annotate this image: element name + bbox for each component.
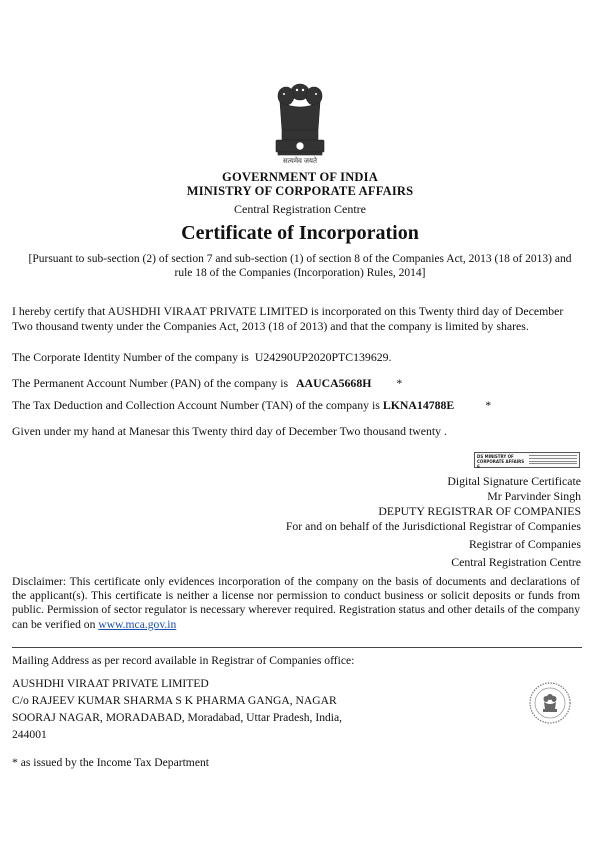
footnote-asterisk: *	[12, 756, 18, 769]
tan-asterisk: *	[485, 398, 492, 412]
signatory-centre: Central Registration Centre	[451, 555, 581, 569]
pan-label: The Permanent Account Number (PAN) of the company is	[12, 376, 289, 390]
given-statement: Given under my hand at Manesar this Twenty third day of December Two thousand twenty .	[12, 424, 447, 438]
mca-seal-icon	[528, 681, 572, 725]
signatory-designation: DEPUTY REGISTRAR OF COMPANIES	[378, 504, 581, 518]
pan-row	[12, 376, 590, 391]
mca-website-link[interactable]: www.mca.gov.in	[98, 617, 177, 631]
certify-paragraph	[12, 304, 590, 334]
signature-stamp-lines	[529, 455, 577, 466]
pursuant-line-1: [Pursuant to sub-section (2) of section 7 and sub-section (1) of section 8 of the Companies Act, 2013 (18 of 2013) and	[28, 253, 572, 265]
mailing-line-1: AUSHDHI VIRAAT PRIVATE LIMITED	[12, 677, 209, 690]
mailing-line-4: 244001	[12, 728, 47, 741]
signatory-behalf: For and on behalf of the Jurisdictional Registrar of Companies	[285, 519, 581, 533]
emblem-motto: सत्यमेव जयते	[283, 157, 317, 165]
government-heading: GOVERNMENT OF INDIA	[222, 170, 378, 184]
mailing-line-3: SOORAJ NAGAR, MORADABAD, Moradabad, Uttar Pradesh, India,	[12, 711, 343, 724]
certificate-title: Certificate of Incorporation	[181, 222, 419, 244]
mailing-heading-text: Mailing Address as per record available in Registrar of Companies office:	[12, 654, 355, 667]
signatory-registrar: Registrar of Companies	[468, 537, 581, 551]
footnote-text: as issued by the Income Tax Department	[20, 756, 209, 769]
signatory-name: Mr Parvinder Singh	[487, 489, 581, 503]
certify-line-2: Two thousand twenty under the Companies Act, 2013 (18 of 2013) and that the company is limited by shares.	[12, 319, 529, 333]
footnote	[12, 756, 209, 769]
certify-line-1: I hereby certify that AUSHDHI VIRAAT PRIVATE LIMITED is incorporated on this Twenty third day of December	[12, 304, 564, 318]
pursuant-text	[20, 252, 580, 280]
cin-label: The Corporate Identity Number of the company is	[12, 350, 249, 364]
cin-value: U24290UP2020PTC139629.	[254, 350, 392, 364]
tan-value: LKNA14788E	[382, 398, 455, 412]
cin-row	[12, 350, 590, 365]
signature-stamp-text: DS MINISTRY OF CORPORATE AFFAIRS 6	[477, 454, 525, 469]
pan-value: AAUCA5668H	[296, 376, 372, 390]
pan-asterisk: *	[396, 376, 403, 390]
digital-signature-stamp	[474, 452, 580, 468]
ministry-heading: MINISTRY OF CORPORATE AFFAIRS	[186, 184, 414, 198]
disclaimer-paragraph	[12, 575, 580, 632]
signatory-dsc: Digital Signature Certificate	[447, 474, 581, 488]
disclaimer-text: Disclaimer: This certificate only evidences incorporation of the company on the basis of documents and declarations of the applicant(s). This certificate is neither a license nor permission to conduct business or solicit deposits or funds from public. Permission of sector regulator is necessary wherever required. Registration status and other details of the company can be verified on	[12, 575, 580, 631]
mailing-heading	[12, 654, 354, 667]
section-divider	[12, 647, 582, 648]
mailing-line-2: C/o RAJEEV KUMAR SHARMA S K PHARMA GANGA, NAGAR	[12, 694, 337, 707]
pursuant-line-2: rule 18 of the Companies (Incorporation) Rules, 2014]	[174, 267, 426, 279]
tan-row	[12, 398, 590, 413]
tan-label: The Tax Deduction and Collection Account Number (TAN) of the company is	[12, 398, 380, 412]
centre-heading: Central Registration Centre	[234, 202, 366, 216]
